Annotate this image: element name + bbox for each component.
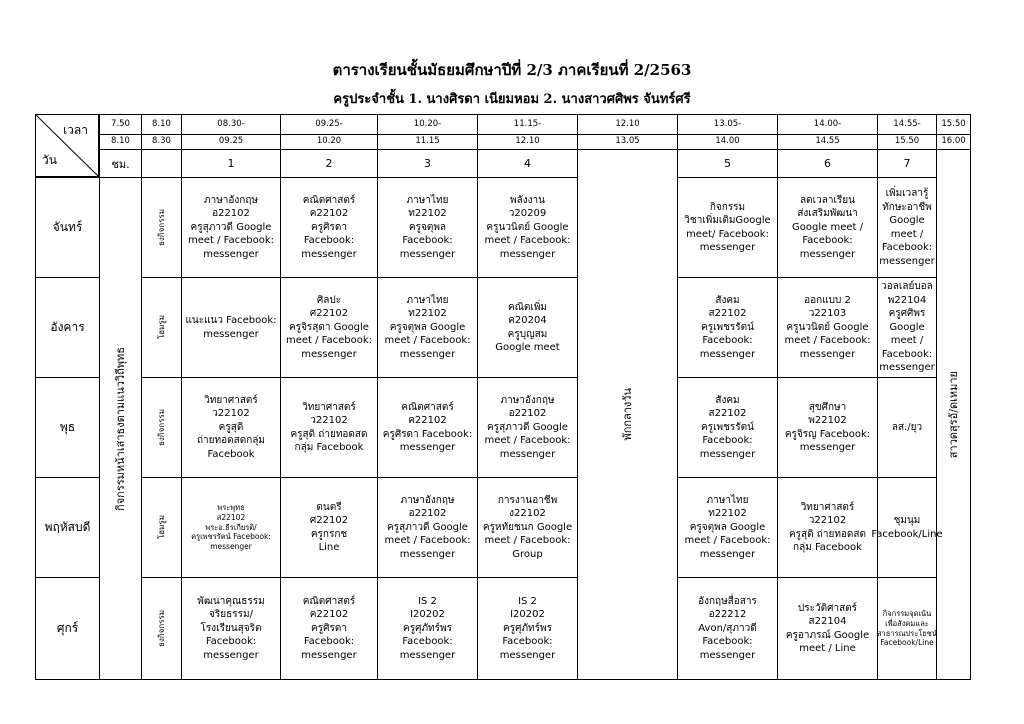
class-cell-text: คณิตศาสตร์ ค22102 ครูศิรดา Facebook: messenger (301, 595, 357, 661)
time-start (99, 114, 142, 135)
class-cell (777, 577, 878, 680)
time-end-text: 09.25 (218, 136, 244, 147)
lunch-column-text: พักกลางวัน (620, 388, 634, 441)
time-end (280, 134, 378, 150)
time-end-text: 14.00 (715, 136, 740, 147)
class-cell-text: คณิตเพิ่ม ค20204 ครูบุญสม Google meet (495, 301, 560, 353)
time-end-text: 12.10 (515, 136, 540, 147)
time-start (677, 114, 778, 135)
day-name-text: ศุกร์ (56, 621, 79, 635)
homeroom-column-text: กิจกรรมหน้าเสาธงตามแนววิถีพุทธ (113, 346, 127, 511)
day-name (35, 577, 100, 680)
day-name-text: พุธ (59, 420, 76, 434)
time-end-text: 15.50 (894, 136, 920, 147)
class-cell-text: ลดเวลาเรียน ส่งเสริมพัฒนา Google meet / Facebook: messenger (792, 194, 863, 260)
lunch-column (577, 149, 678, 680)
time-end-text: 16.00 (941, 136, 966, 147)
class-cell-text: IS 2 I20202 ครูศุภัทร์พร Facebook: messenger (399, 595, 456, 661)
period-number-text: 7 (903, 157, 911, 170)
class-cell (677, 577, 778, 680)
class-cell (877, 377, 937, 478)
flag-label: โฮมรูม (157, 515, 166, 540)
class-cell (280, 277, 378, 378)
class-cell (777, 277, 878, 378)
flag-cell (141, 577, 182, 680)
class-cell (181, 277, 281, 378)
class-cell (377, 577, 478, 680)
time-start-text: 12.10 (615, 118, 640, 129)
time-start-text: 14.00- (813, 118, 842, 129)
time-end (936, 134, 971, 150)
time-end (777, 134, 878, 150)
class-cell (777, 377, 878, 478)
period-number (677, 149, 778, 178)
time-end-text: 13.05 (615, 136, 640, 147)
class-cell (777, 477, 878, 578)
class-cell (871, 477, 943, 578)
class-cell (477, 177, 578, 278)
time-end (377, 134, 478, 150)
time-start-text: 13.05- (713, 118, 742, 129)
time-start (936, 114, 971, 135)
period-number-text: 2 (325, 157, 333, 170)
period-number-text: 1 (227, 157, 235, 170)
flag-label: โฮมรูม (157, 315, 166, 340)
flag-label: ธงกิจกรรม (157, 408, 166, 447)
class-cell (280, 377, 378, 478)
class-cell-text: ภาษาไทย ท22102 ครูจตุพล Google meet / Facebook: messenger (384, 294, 471, 360)
flag-cell (141, 477, 182, 578)
flag-cell (141, 177, 182, 278)
class-cell (377, 377, 478, 478)
closing-column-text: สาวดสุรอั/ดเหมาย (946, 370, 960, 459)
time-end (141, 134, 182, 150)
class-cell-text: ประวัติศาสตร์ ส22104 ครูอาภรณ์ Google meet / Line (785, 602, 870, 654)
class-cell (477, 577, 578, 680)
time-end-text: 8.30 (152, 136, 171, 147)
time-end (477, 134, 578, 150)
page-title: ตารางเรียนชั้นมัธยมศึกษาปีที่ 2/3 ภาคเรียนที่ 2/2563 (332, 61, 692, 79)
class-cell (181, 377, 281, 478)
time-start (141, 114, 182, 135)
time-start (577, 114, 678, 135)
time-start (377, 114, 478, 135)
class-cell-text: วอลเลย์บอล พ22104 ครูศศิพร Google meet / Facebook: messenger (879, 281, 935, 374)
class-cell-text: กิจกรรมจุดเน้นเพื่อสังคมและ สาธารณประโยชน์ Facebook/Line (876, 609, 938, 648)
class-cell-text: ภาษาไทย ท22102 ครูจตุพล Google meet / Facebook: messenger (684, 494, 771, 560)
time-start-text: 08.30- (217, 118, 245, 129)
class-cell (877, 177, 937, 278)
period-number-text: ชม. (111, 157, 130, 171)
class-cell (477, 277, 578, 378)
class-cell-text: พลังงาน ว20209 ครูนวนิตย์ Google meet / Facebook: messenger (484, 194, 571, 260)
time-start-text: 15.50 (941, 118, 966, 129)
class-cell (677, 477, 778, 578)
class-cell (181, 177, 281, 278)
period-number (877, 149, 937, 178)
time-end (181, 134, 281, 150)
time-end-text: 14.55 (815, 136, 840, 147)
corner-header (35, 114, 99, 177)
day-name-text: อังคาร (50, 320, 85, 334)
class-cell-text: ภาษาอังกฤษ อ22102 ครูสุภาวดี Google meet / Facebook: messenger (187, 194, 275, 260)
time-start-text: 11.15- (513, 118, 542, 129)
period-number-text: 5 (724, 157, 731, 170)
class-cell-text: กิจกรรม วิชาเพิ่มเติมGoogle meet/ Facebook: messenger (684, 201, 771, 253)
class-cell-text: การงานอาชีพ ง22102 ครูหทัยชนก Google meet / Facebook: Group (482, 494, 573, 560)
flag-label: ธงกิจกรรม (157, 208, 166, 247)
class-cell (877, 577, 937, 680)
class-cell-text: ชุมนุม Facebook/Line (871, 515, 943, 540)
class-cell-text: แนะแนว Facebook: messenger (185, 315, 277, 340)
class-cell (477, 477, 578, 578)
time-start (477, 114, 578, 135)
period-number (141, 149, 182, 178)
time-start-text: 14.55- (893, 118, 921, 129)
class-cell-text: วิทยาศาสตร์ ว22102 ครูสุดิ ถ่ายทอดสด กลุ่ม Facebook (290, 401, 368, 453)
day-name (35, 177, 100, 278)
class-cell (677, 277, 778, 378)
time-end-text: 10.20 (316, 136, 342, 147)
class-cell-text: ภาษาอังกฤษ อ22102 ครูสุภาวดี Google meet / Facebook: messenger (484, 394, 571, 460)
class-cell-text: ภาษาไทย ท22102 ครูจตุพล Facebook: messenger (399, 194, 456, 260)
time-start (280, 114, 378, 135)
period-number-text: 4 (524, 157, 531, 170)
class-cell (377, 277, 478, 378)
class-cell-text: วิทยาศาสตร์ ว22102 ครูสุดิ ถ่ายทอดสด กลุ่ม Facebook (788, 501, 867, 553)
class-cell-text: วิทยาศาสตร์ ว22102 ครูสุดิ ถ่ายทอดสดกลุ่ม Facebook (197, 394, 265, 460)
time-label: เวลา (63, 123, 88, 137)
class-cell (280, 577, 378, 680)
class-cell-text: สังคม ส22102 ครูเพชรรัตน์ Facebook: messenger (699, 294, 756, 360)
period-number (777, 149, 878, 178)
time-end (877, 134, 937, 150)
class-cell-text: สุขศึกษา พ22102 ครูจิรญ Facebook: messenger (784, 401, 871, 453)
class-cell-text: คณิตศาสตร์ ค22102 ครูศิรดา Facebook: messenger (301, 194, 357, 260)
class-cell-text: ดนตรี ศ22102 ครูกรกช Line (309, 501, 349, 553)
day-name-text: พฤหัสบดี (44, 520, 91, 534)
class-cell-text: ภาษาอังกฤษ อ22102 ครูสุภาวดี Google meet / Facebook: messenger (384, 494, 471, 560)
class-cell (280, 177, 378, 278)
class-cell-text: IS 2 I20202 ครูศุภัทร์พร Facebook: messenger (499, 595, 556, 661)
flag-label: ธงกิจกรรม (157, 609, 166, 648)
period-number (181, 149, 281, 178)
page-subtitle: ครูประจำชั้น 1. นางศิรดา เนียมหอม 2. นางสาวศศิพร จันทร์ศรี (333, 92, 691, 107)
time-start-text: 09.25- (315, 118, 343, 129)
period-number-text: 3 (424, 157, 431, 170)
time-end-text: 11.15 (415, 136, 440, 147)
class-cell (677, 177, 778, 278)
time-start-text: 7.50 (111, 118, 130, 129)
class-cell (677, 377, 778, 478)
day-name-text: จันทร์ (52, 220, 83, 234)
time-end-text: 8.10 (111, 136, 130, 147)
class-cell (181, 477, 281, 578)
period-number (477, 149, 578, 178)
period-number-text: 6 (824, 157, 831, 170)
day-name (35, 377, 100, 478)
homeroom-column (99, 177, 142, 680)
class-cell-text: เพิ่มเวลารู้ ทักษะอาชีพ Google meet / Facebook: messenger (879, 188, 935, 267)
class-cell-text: สังคม ส22102 ครูเพชรรัตน์ Facebook: messenger (699, 394, 756, 460)
class-cell (377, 177, 478, 278)
time-end (677, 134, 778, 150)
time-end (577, 134, 678, 150)
class-cell-text: ศิลปะ ศ22102 ครูจิรสุดา Google meet / Facebook: messenger (285, 294, 373, 360)
class-cell-text: พัฒนาคุณธรรม จริยธรรม/ โรงเรียนสุจริต Facebook: messenger (197, 595, 265, 661)
time-end (99, 134, 142, 150)
time-start-text: 10.20- (413, 118, 442, 129)
timetable (35, 114, 970, 679)
period-number (99, 149, 142, 178)
class-cell (280, 477, 378, 578)
class-cell (877, 277, 937, 378)
class-cell (377, 477, 478, 578)
class-cell-text: ออกแบบ 2 ว22103 ครูนวนิตย์ Google meet / Facebook: messenger (784, 294, 871, 360)
class-cell (477, 377, 578, 478)
class-cell-text: อังกฤษสื่อสาร อ22212 Avon/สุภาวดี Facebook: messenger (698, 595, 757, 661)
period-number (280, 149, 378, 178)
period-number (377, 149, 478, 178)
closing-column (936, 149, 971, 680)
day-name (35, 277, 100, 378)
day-name (35, 477, 100, 578)
class-cell (777, 177, 878, 278)
time-start-text: 8.10 (152, 118, 171, 129)
class-cell-text: ลส./ยุว (891, 421, 923, 433)
day-label: วัน (42, 153, 57, 167)
time-start (877, 114, 937, 135)
class-cell (181, 577, 281, 680)
time-start (777, 114, 878, 135)
flag-cell (141, 277, 182, 378)
flag-cell (141, 377, 182, 478)
class-cell-text: พระพุทธ ส22102 พระอ.ธีรเกียรติ/ ครูเพชรรัตน์ Facebook: messenger (191, 503, 271, 552)
time-start (181, 114, 281, 135)
class-cell-text: คณิตศาสตร์ ค22102 ครูศิรดา Facebook: messenger (382, 401, 473, 453)
